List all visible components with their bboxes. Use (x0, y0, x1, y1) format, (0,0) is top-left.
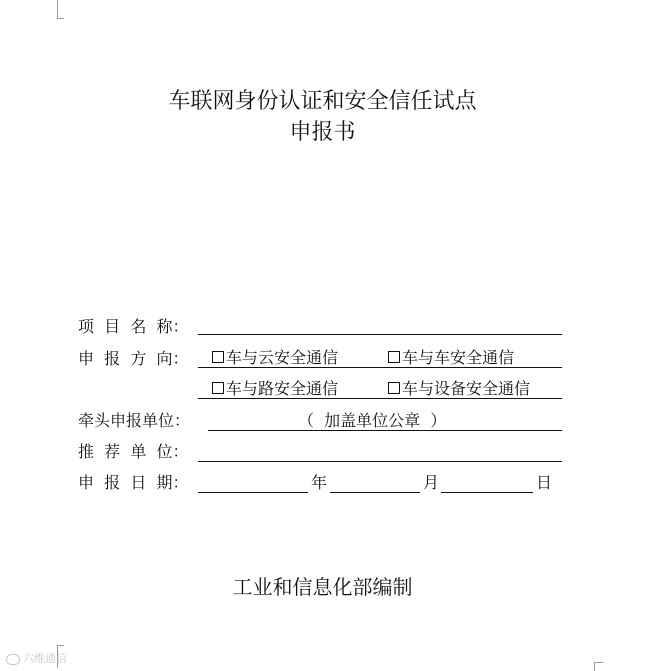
watermark-logo-icon (6, 654, 20, 665)
direction-option-label: 车与设备安全通信 (402, 379, 531, 398)
document-title-line-2: 申报书 (289, 120, 356, 145)
direction-option-label: 车与云安全通信 (226, 348, 339, 367)
date-year-label: 年 (311, 473, 328, 492)
recommend-unit-field[interactable] (198, 461, 562, 462)
date-day-field[interactable] (441, 492, 533, 493)
recommend-unit-label: 推 荐 单 位： (78, 442, 189, 461)
direction-option-label: 车与路安全通信 (226, 379, 339, 398)
direction-underline-2 (198, 398, 562, 399)
empty-checkbox-icon[interactable] (388, 351, 400, 363)
empty-checkbox-icon[interactable] (212, 382, 224, 394)
document-title-line-1: 车联网身份认证和安全信任试点 (168, 89, 477, 114)
date-day-label: 日 (536, 473, 553, 492)
direction-option-label: 车与车安全通信 (402, 348, 515, 367)
direction-label: 申 报 方 向： (78, 349, 189, 368)
seal-note: （ 加盖单位公章 ） (298, 411, 447, 430)
date-label: 申 报 日 期： (78, 473, 189, 492)
date-year-field[interactable] (198, 492, 308, 493)
lead-unit-label: 牵头申报单位： (78, 411, 191, 430)
date-month-label: 月 (423, 473, 440, 492)
project-name-label: 项 目 名 称： (78, 317, 189, 336)
project-name-field[interactable] (198, 334, 562, 335)
page-corner-top-left (57, 0, 64, 19)
date-month-field[interactable] (330, 492, 420, 493)
watermark (6, 650, 67, 666)
empty-checkbox-icon[interactable] (388, 382, 400, 394)
watermark-text: 六维通信 (23, 652, 67, 665)
empty-checkbox-icon[interactable] (212, 351, 224, 363)
direction-underline-1 (198, 367, 562, 368)
footer-issuer: 工业和信息化部编制 (232, 575, 413, 599)
